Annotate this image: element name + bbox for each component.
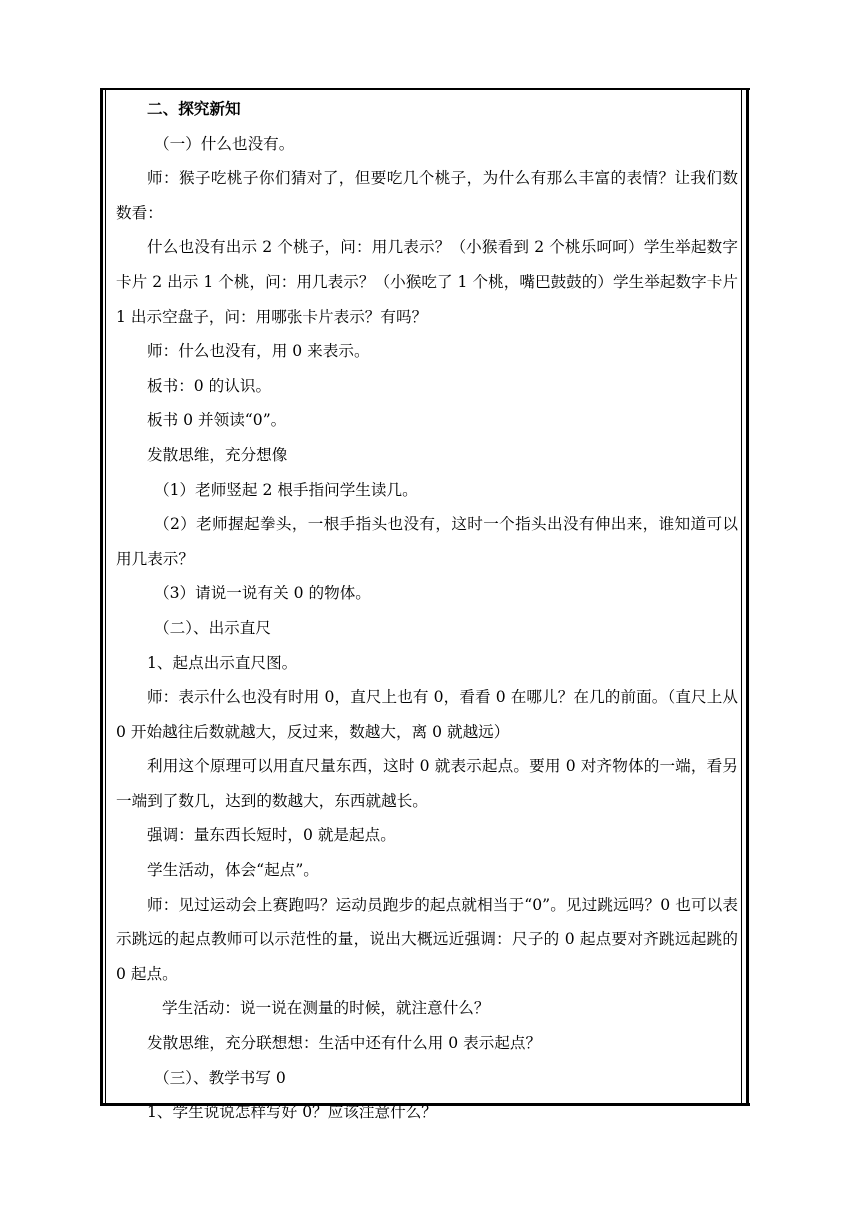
paragraph: 板书：0 的认识。 (147, 376, 272, 395)
paragraph: 利用这个原理可以用直尺量东西，这时 0 就表示起点。要用 0 对齐物体的一端，看另一端到了数几，达到的数越大，东西就越长。 (116, 757, 738, 810)
subsection-heading: （三）、教学书写 0 (154, 1068, 286, 1087)
paragraph: 什么也没有出示 2 个桃子，问：用几表示？（小猴看到 2 个桃乐呵呵）学生举起数字卡片 2 出示 1 个桃，问：用几表示？（小猴吃了 1 个桃，嘴巴鼓鼓的）学生举起数字卡片 1 出示空盘子，问：用哪张卡片表示？有吗？ (116, 238, 738, 326)
table-left-border-outer (100, 88, 103, 1106)
paragraph: 1、起点出示直尺图。 (147, 653, 298, 672)
table-right-border-outer (746, 88, 749, 1106)
table-right-border-inner (741, 88, 742, 1106)
paragraph: 学生活动，体会“起点”。 (147, 861, 319, 880)
paragraph: 发散思维，充分联想想：生活中还有什么用 0 表示起点？ (147, 1034, 542, 1053)
list-item: （2）老师握起拳头，一根手指头也没有，这时一个指头出没有伸出来，谁知道可以用几表示？ (116, 515, 738, 568)
paragraph: 发散思维，充分想像 (147, 445, 288, 464)
list-item: （1）老师竖起 2 根手指问学生读几。 (154, 480, 418, 499)
paragraph: 1、学生说说怎样写好 0？应该注意什么？ (147, 1103, 437, 1122)
subsection-heading: （二）、出示直尺 (154, 618, 271, 637)
paragraph: 学生活动：说一说在测量的时候，就注意什么？ (162, 999, 490, 1018)
paragraph: 师：什么也没有，用 0 来表示。 (147, 342, 370, 361)
paragraph: 强调：量东西长短时，0 就是起点。 (147, 826, 396, 845)
paragraph: 师：表示什么也没有时用 0，直尺上也有 0，看看 0 在哪儿？在几的前面。（直尺上从 0 开始越往后数就越大，反过来，数越大，离 0 就越远） (116, 688, 738, 741)
section-heading: 二、探究新知 (147, 99, 241, 118)
table-top-border (100, 88, 750, 90)
list-item: （3）请说一说有关 0 的物体。 (154, 584, 371, 603)
paragraph: 师：猴子吃桃子你们猜对了，但要吃几个桃子，为什么有那么丰富的表情？让我们数数看： (116, 169, 738, 222)
paragraph: 师：见过运动会上赛跑吗？运动员跑步的起点就相当于“0”。见过跳远吗？0 也可以表示跳远的起点教师可以示范性的量，说出大概远近强调：尺子的 0 起点要对齐跳远起跳的 0 起点。 (116, 895, 738, 983)
subsection-heading: （一）什么也没有。 (154, 134, 295, 153)
lesson-content-cell (116, 92, 738, 1130)
table-left-border-inner (105, 88, 106, 1106)
paragraph: 板书 0 并领读“0”。 (147, 411, 287, 430)
